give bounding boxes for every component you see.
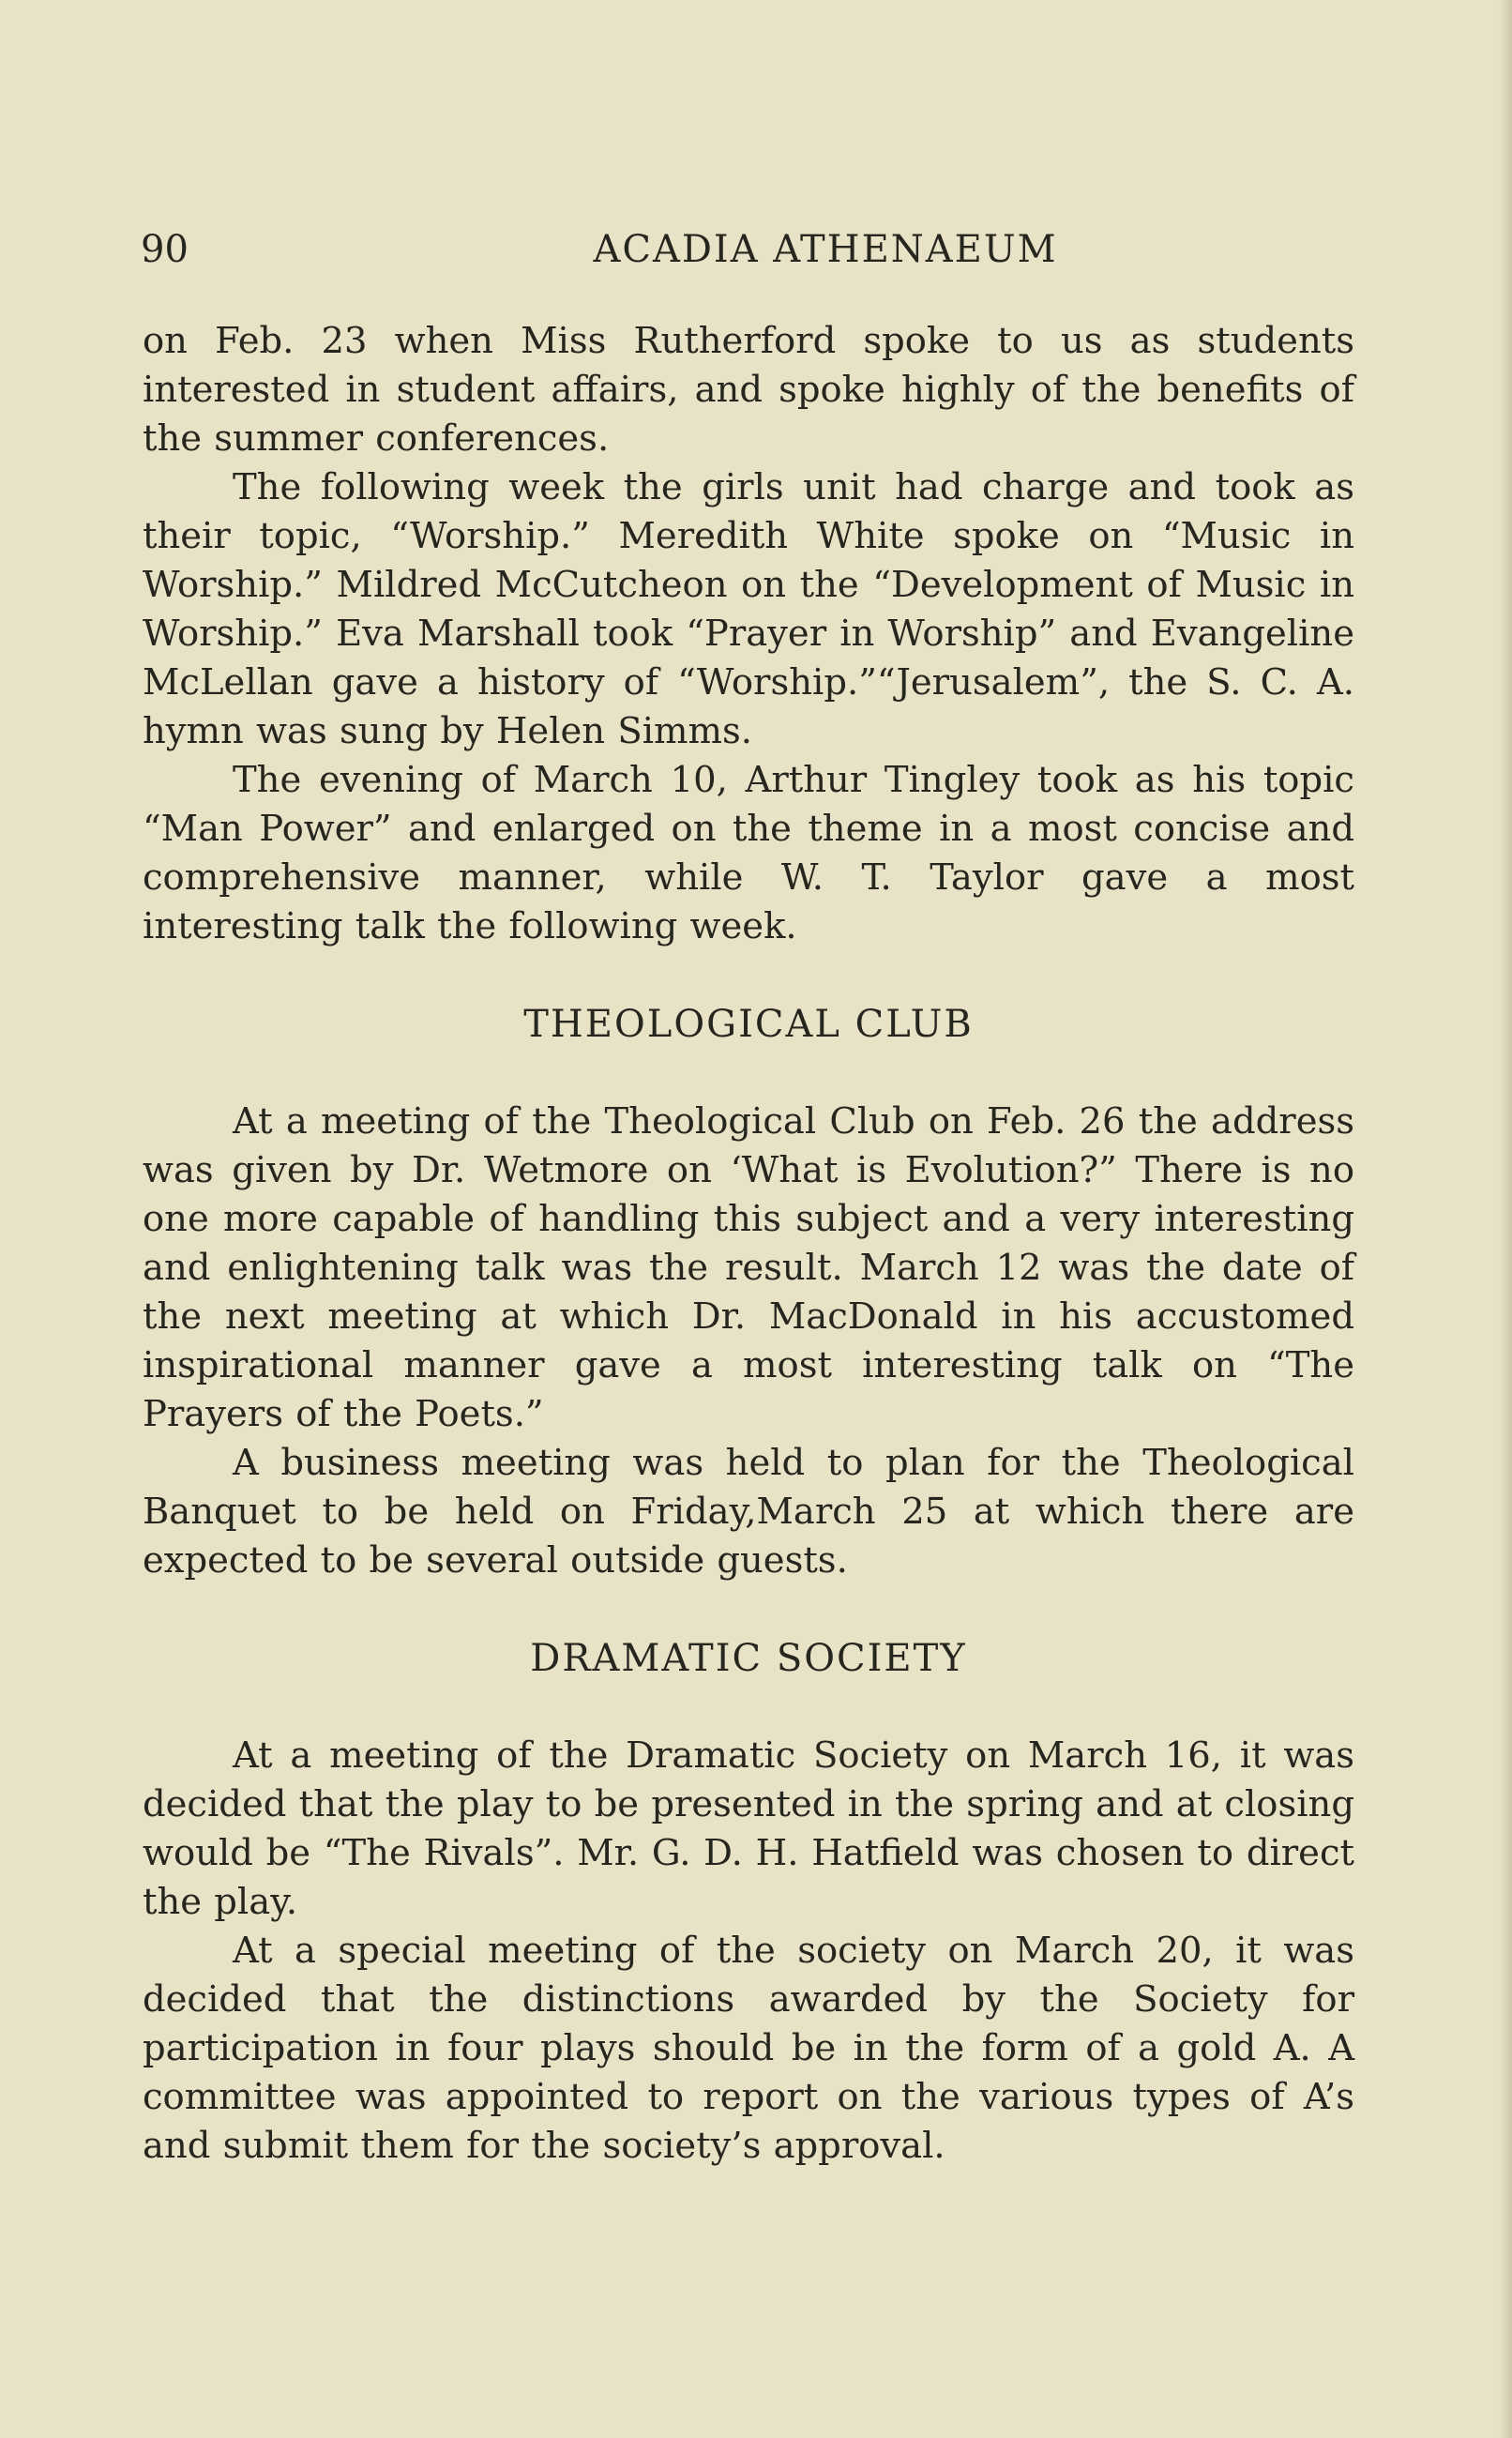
theological-club-paragraph-2: A business meeting was held to plan for the Theological Banquet to be held on Friday,March 25 at which there are expected to be several outside guests. [143,1442,1354,1582]
theological-club-heading: THEOLOGICAL CLUB [523,1003,974,1046]
intro-paragraph-1: on Feb. 23 when Miss Rutherford spoke to us as students interested in student affairs, and spoke highly of the benefits of the summer conferences. [143,320,1354,460]
intro-paragraph-2: The following week the girls unit had charge and took as their topic, “Worship.” Meredith White spoke on “Music in Worship.” Mildred McCutcheon on the “Development of Music in Worship.” Eva Marshall took “Prayer in Worship” and Evangeline McLellan gave a history of “Worship.”“Jerusalem”, the S. C. A. hymn was sung by Helen Simms. [143,466,1354,752]
page-body [143,317,1354,2171]
spacer [143,1585,1354,1634]
page-number: 90 [141,228,189,271]
theological-club-paragraph-1: At a meeting of the Theological Club on Feb. 26 the address was given by Dr. Wetmore on ‘What is Evolution?” There is no one more capable of handling this subject and a very interesting and enlightening talk was the result. March 12 was the date of the next meeting at which Dr. MacDonald in his accustomed inspirational manner gave a most interesting talk on “The Prayers of the Poets.” [143,1100,1354,1435]
page-header [141,221,1360,278]
spacer [143,1683,1354,1732]
spacer [143,1049,1354,1098]
spacer [143,951,1354,1000]
page-edge-shadow [1499,0,1512,2438]
dramatic-society-paragraph-1: At a meeting of the Dramatic Society on March 16, it was decided that the play to be presented in the spring and at closing would be “The Rivals”. Mr. G. D. H. Hatfield was chosen to direct the play. [143,1734,1354,1923]
dramatic-society-heading: DRAMATIC SOCIETY [530,1637,967,1680]
intro-paragraph-3: The evening of March 10, Arthur Tingley took as his topic “Man Power” and enlarged on the theme in a most concise and comprehensive manner, while W. T. Taylor gave a most interesting talk the following week. [143,759,1354,947]
dramatic-society-paragraph-2: At a special meeting of the society on March 20, it was decided that the distinctions awarded by the Society for participation in four plays should be in the form of a gold A. A committee was appointed to report on the various types of A’s and submit them for the society’s approval. [143,1930,1354,2167]
running-head: ACADIA ATHENAEUM [593,228,1058,271]
